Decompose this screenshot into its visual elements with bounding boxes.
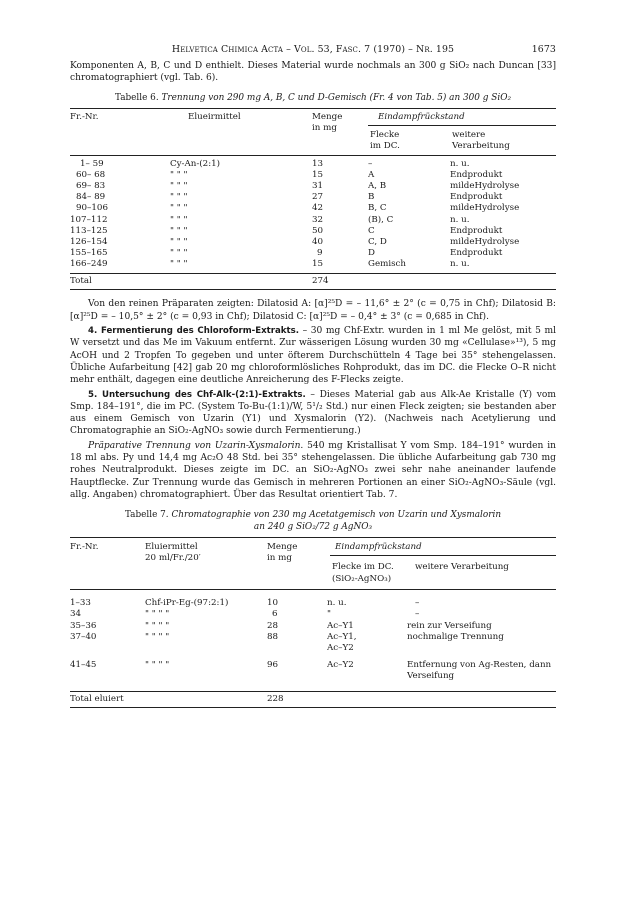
table-row: 90–106 " " " 42 B, C mildeHydrolyse	[76, 203, 520, 214]
table6-total-row	[70, 274, 556, 289]
table6-bottom-rule	[70, 289, 556, 290]
table6-header-eluier: Elueirmittel	[188, 111, 241, 122]
table7-header-eluier: Eluiermittel	[145, 542, 198, 553]
table-row: 113–125 " " " 50 C Endprodukt	[70, 225, 503, 236]
table-row: 41–45 " " " " 96 Ac–Y2 Entfernung von Ag-Resten, dann Verseifung	[70, 660, 552, 682]
table6-body	[70, 159, 556, 271]
running-header	[70, 44, 556, 60]
table6-total-label: Total	[70, 276, 92, 287]
table7-header-flecke-system: (SiO₂-AgNO₃)	[332, 574, 392, 585]
table7-header-eluier-rate: 20 ml/Fr./20′	[145, 553, 201, 564]
table7-body	[70, 598, 556, 682]
table6-header-flecke: Flecke	[370, 129, 400, 140]
table6-header-fr: Fr.-Nr.	[70, 111, 99, 122]
table7-header-flecke: Flecke im DC.	[332, 562, 394, 573]
section-4-text: – 30 mg Chf-Extr. wurden in 1 ml Me gelöst, mit 5 ml W versetzt und das Me im Vakuum entfernt. Zur wässerigen Lösung wurden 30 mg «Cellulase»¹³), 5 mg AcOH und 2 Tropfen To gegeben und unter öfterem Durchschütteln 4 Tage bei 35° stehengelassen. Übliche Aufarbeitung [42] gab 20 mg chloroformlösliches Rohprodukt, das im DC. die Flecke O–R nicht mehr enthält, dagegen eine deutliche Anreicherung des F-Flecks zeigte.	[70, 326, 556, 386]
table7-subheader-rule	[330, 555, 556, 556]
table6-header-eindampf: Eindampfrückstand	[378, 111, 465, 122]
paragraph-preparative	[70, 440, 556, 501]
table-row: 37–40 " " " " 88 Ac–Y1, nochmalige Trennung	[70, 631, 504, 642]
table6-header-menge: Menge	[312, 111, 343, 122]
table6-subheader-rule	[368, 125, 556, 126]
preparative-title: Präparative Trennung von Uzarin-Xysmalorin.	[88, 440, 304, 451]
table6-header-rule	[70, 155, 556, 156]
paragraph-rotations: Von den reinen Präparaten zeigten: Dilatosid A: [α]²⁵D = – 11,6° ± 2° (c = 0,75 in Chf); Dilatosid B: [α]²⁵D = – 10,5° ± 2° (c = 0,93 in Chf); Dilatosid C: [α]²⁵D = – 0,4° ± 3° (c = 0,685 in Chf).	[70, 299, 556, 322]
section-5	[70, 389, 556, 438]
table-row: 84– 89 " " " 27 B Endprodukt	[76, 192, 503, 203]
table7-header-menge-unit: in mg	[267, 553, 292, 564]
table-row: 1– 59 Cy-An-(2:1) 13 – n. u.	[80, 158, 470, 169]
page	[70, 44, 556, 708]
table6-caption-text: Trennung von 290 mg A, B, C und D-Gemisch (Fr. 4 von Tab. 5) an 300 g SiO₂	[161, 92, 512, 103]
table7-header-rule	[70, 589, 556, 590]
table7-caption-label: Tabelle 7.	[124, 510, 169, 521]
table7-header-menge: Menge	[267, 542, 298, 553]
table7-total-label: Total eluiert	[70, 693, 124, 704]
section-5-title: 5. Untersuchung des Chf-Alk-(2:1)-Extrakts.	[88, 389, 306, 400]
table-row: 126–154 " " " 40 C, D mildeHydrolyse	[70, 236, 520, 247]
table6	[70, 108, 556, 291]
table7-caption-line2: an 240 g SiO₂/72 g AgNO₃	[253, 522, 373, 533]
table7-header-eindampf: Eindampfrückstand	[335, 542, 422, 553]
table-row: 69– 83 " " " 31 A, B mildeHydrolyse	[76, 180, 520, 191]
table7-bottom-rule	[70, 707, 556, 708]
table6-caption-label: Tabelle 6.	[114, 92, 159, 103]
table6-header	[70, 109, 556, 167]
table6-header-flecke-dc: im DC.	[370, 140, 400, 151]
table7-caption-line1	[70, 509, 556, 521]
table-row: 166–249 " " " 15 Gemisch n. u.	[70, 259, 470, 270]
table7-header-fr: Fr.-Nr.	[70, 542, 99, 553]
table6-total-value: 274	[312, 276, 329, 287]
paragraph-intro: Komponenten A, B, C und D enthielt. Dieses Material wurde nochmals an 300 g SiO₂ nach Duncan [33] chromatographiert (vgl. Tab. 6).	[70, 61, 556, 84]
table7-total-row	[70, 692, 556, 707]
table-row: 1–33 Chf-iPr-Eg-(97:2:1) 10 n. u. –	[70, 598, 420, 609]
table-row: 107–112 " " " 32 (B), C n. u.	[70, 214, 470, 225]
section-5-text: – Dieses Material gab aus Alk-Ae Kristalle (Y) vom Smp. 184–191°, die im PC. (System To-Bu-(1:1)/W, 5¹/₂ Std.) nur einen Fleck zeigten; sie bestanden aber aus einem Gemisch von Uzarin (Y1) und Xysmalorin (Y2). (Nachweis nach Acetylierung und Chromatographie an SiO₂-AgNO₃ sowie durch Fermentierung.)	[70, 389, 556, 437]
table7-total-value: 228	[267, 693, 284, 704]
journal-header: Helvetica Chimica Acta – Vol. 53, Fasc. 7 (1970) – Nr. 195	[171, 44, 455, 55]
table-row: 155–165 " " " 9 D Endprodukt	[70, 248, 503, 259]
table7	[70, 537, 556, 707]
preparative-text: 540 mg Kristallisat Y vom Smp. 184–191° wurden in 18 ml abs. Py und 14,4 mg Ac₂O 48 Std. bei 35° stehengelassen. Die übliche Aufarbeitung gab 730 mg rohes Neutralprodukt. Dieses zeigte im DC. an SiO₂-AgNO₃ zwei sehr nahe aneinander laufende Hauptflecke. Zur Trennung wurde das Gemisch in mehreren Portionen an einer SiO₂-AgNO₃-Säule (vgl. allg. Angaben) chromatographiert. Über das Resultat orientiert Tab. 7.	[70, 440, 556, 500]
section-4-title: 4. Fermentierung des Chloroform-Extrakts.	[88, 326, 299, 337]
table7-caption	[70, 509, 556, 533]
table6-caption	[70, 92, 556, 104]
table7-header-weitere: weitere Verarbeitung	[415, 562, 509, 573]
table-row: 34 " " " " 6 " –	[70, 609, 420, 620]
table6-header-menge-unit: in mg	[312, 122, 337, 133]
table-row: Ac–Y2	[327, 642, 354, 653]
table6-header-weitere: weitere	[452, 129, 486, 140]
table-row: 35–36 " " " " 28 Ac–Y1 rein zur Verseifung	[70, 620, 492, 631]
table7-caption-text: Chromatographie von 230 mg Acetatgemisch von Uzarin und Xysmalorin	[171, 510, 502, 521]
table-row: 60– 68 " " " 15 A Endprodukt	[76, 169, 503, 180]
section-4	[70, 325, 556, 386]
table6-header-verarbeitung: Verarbeitung	[452, 140, 510, 151]
page-number: 1673	[531, 44, 556, 55]
table7-header	[70, 538, 556, 600]
